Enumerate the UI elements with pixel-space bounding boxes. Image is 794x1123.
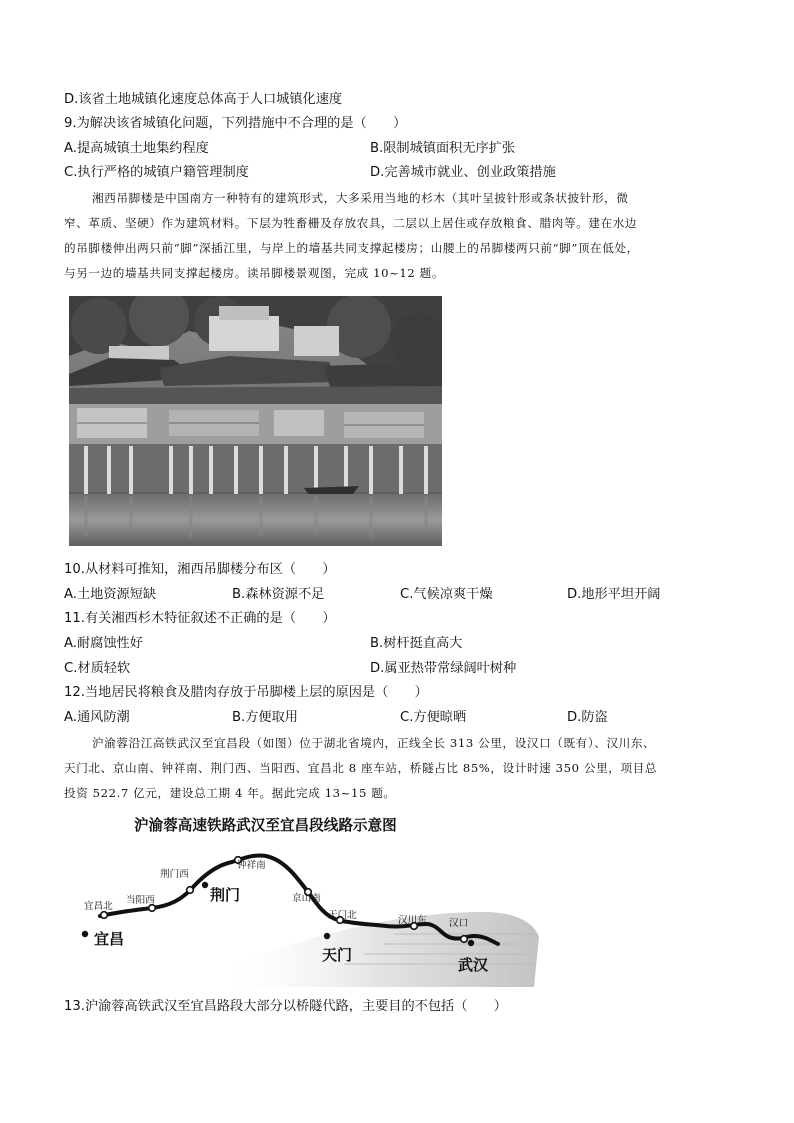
passage1-line2: 窄、革质、坚硬）作为建筑材料。下层为牲畜栅及存放农具，二层以上居住或存放粮食、腊肉等。建在水边 [64, 216, 638, 230]
passage1-line1: 湘西吊脚楼是中国南方一种特有的建筑形式，大多采用当地的杉木（其叶呈披针形或条状披针形，微 [92, 191, 629, 205]
station-jingshannan: 京山南 [292, 893, 321, 904]
passage2-line1: 沪渝蓉沿江高铁武汉至宜昌段（如图）位于湖北省境内，正线全长 313 公里，设汉口（既有）、汉川东、 [92, 736, 656, 750]
q13-stem: 13.沪渝蓉高铁武汉至宜昌路段大部分以桥隧代路，主要目的不包括（ ） [64, 999, 507, 1014]
q11-option-c: C.材质轻软 [64, 661, 131, 676]
passage2-line2: 天门北、京山南、钟祥南、荆门西、当阳西、宜昌北 8 座车站，桥隧占比 85%，设计时速 350 公里，项目总 [64, 761, 658, 775]
q11-stem: 11.有关湘西杉木特征叙述不正确的是（ ） [64, 611, 336, 626]
city-wuhan: 武汉 [458, 956, 489, 974]
q12-option-a: A.通风防潮 [64, 710, 130, 725]
station-dangyangxi: 当阳西 [126, 895, 155, 906]
q10-option-a: A.土地资源短缺 [64, 587, 157, 602]
map-title: 沪渝蓉高速铁路武汉至宜昌段线路示意图 [134, 817, 397, 834]
q11-option-b: B.树杆挺直高大 [370, 636, 463, 651]
city-yichang: 宜昌 [94, 930, 125, 948]
q12-option-c: C.方便晾晒 [400, 710, 467, 725]
q12-option-b: B.方便取用 [232, 710, 298, 725]
station-yichangbei: 宜昌北 [84, 901, 113, 912]
stilt-house-photo [69, 296, 442, 546]
q11-option-a: A.耐腐蚀性好 [64, 636, 143, 651]
q12-option-d: D.防盗 [567, 710, 608, 725]
q10-option-c: C.气候凉爽干燥 [400, 587, 493, 602]
q11-option-d: D.属亚热带常绿阔叶树种 [370, 661, 517, 676]
q9-option-a: A.提高城镇土地集约程度 [64, 141, 209, 156]
q9-stem: 9.为解决该省城镇化问题，下列措施中不合理的是（ ） [64, 116, 407, 131]
q12-stem: 12.当地居民将粮食及腊肉存放于吊脚楼上层的原因是（ ） [64, 685, 428, 700]
q10-option-b: B.森林资源不足 [232, 587, 325, 602]
city-tianmen: 天门 [322, 946, 353, 964]
station-tianmenbei: 天门北 [328, 910, 357, 921]
station-hanchuandong: 汉川东 [398, 915, 427, 926]
passage1-line3: 的吊脚楼伸出两只前“脚”深插江里，与岸上的墙基共同支撑起楼房；山腰上的吊脚楼两只前“脚”顶在低处， [64, 241, 639, 255]
station-jingmenxi: 荆门西 [160, 869, 189, 880]
passage2-line3: 投资 522.7 亿元，建设总工期 4 年。据此完成 13~15 题。 [64, 786, 396, 800]
city-jingmen: 荆门 [210, 886, 241, 904]
station-hankou: 汉口 [449, 918, 469, 929]
passage1-line4: 与另一边的墙基共同支撑起楼房。读吊脚楼景观图，完成 10~12 题。 [64, 266, 445, 280]
q8-option-d: D.该省土地城镇化速度总体高于人口城镇化速度 [64, 92, 343, 107]
q9-option-b: B.限制城镇面积无序扩张 [370, 141, 516, 156]
q9-option-d: D.完善城市就业、创业政策措施 [370, 165, 556, 180]
station-zhongxiangnan: 钟祥南 [237, 860, 266, 871]
q10-option-d: D.地形平坦开阔 [567, 587, 661, 602]
q9-option-c: C.执行严格的城镇户籍管理制度 [64, 165, 249, 180]
q10-stem: 10.从材料可推知，湘西吊脚楼分布区（ ） [64, 562, 336, 577]
